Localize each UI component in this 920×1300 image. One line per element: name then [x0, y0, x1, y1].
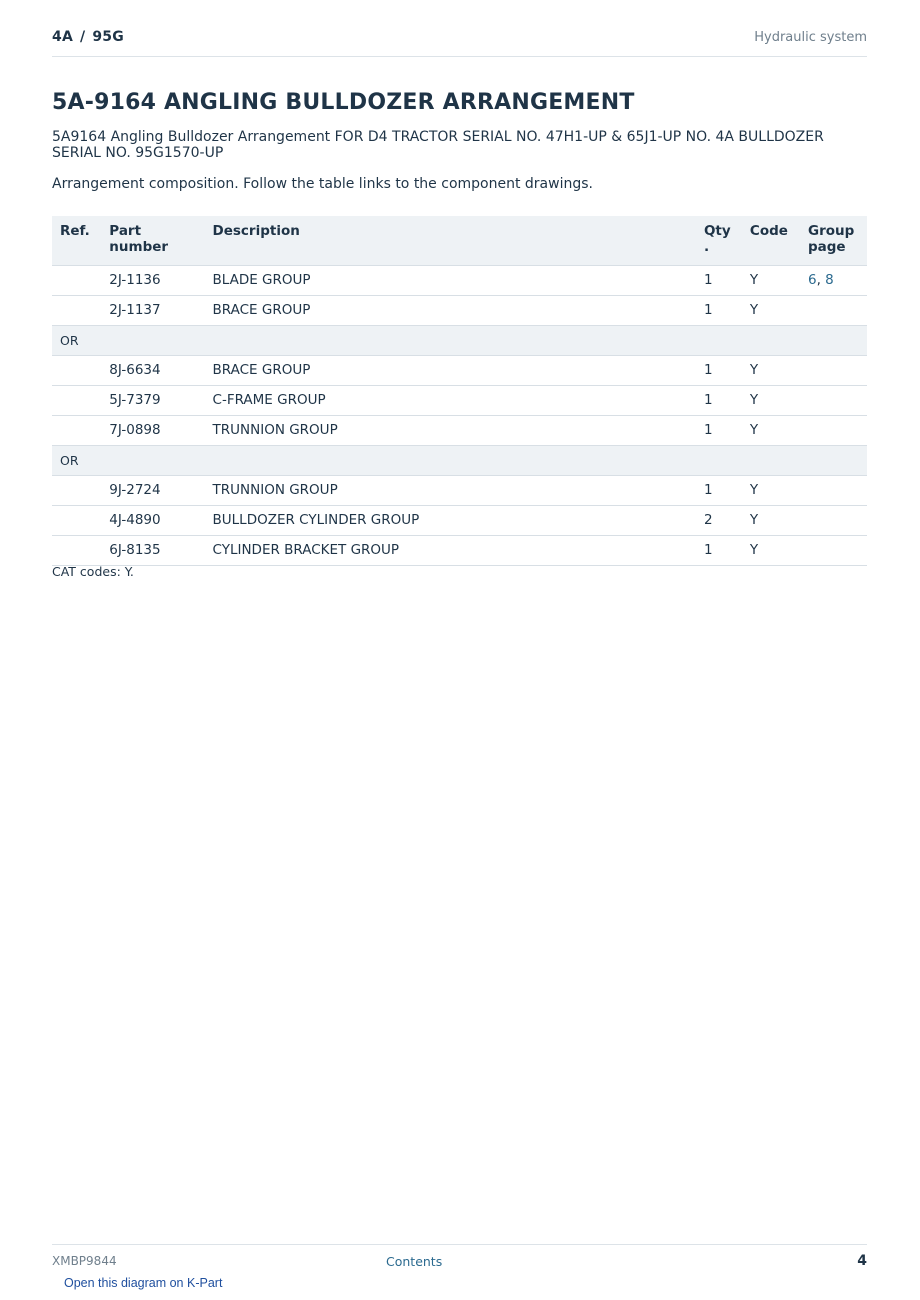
page-number: 4 — [857, 1253, 867, 1269]
cell-group-page — [800, 415, 867, 445]
cell-ref — [52, 355, 101, 385]
cell-group-page — [800, 475, 867, 505]
cell-description: CYLINDER BRACKET GROUP — [205, 535, 696, 565]
cell-part-number: 2J-1137 — [101, 295, 204, 325]
breadcrumb-arrangement: 4A — [52, 29, 73, 45]
parts-table-body — [52, 265, 867, 565]
breadcrumb-separator: / — [79, 29, 86, 45]
cat-codes-note: CAT codes: Y. — [52, 564, 134, 579]
document-id: XMBP9844 — [52, 1254, 117, 1268]
header-ref: Ref. — [52, 216, 101, 265]
group-page-link[interactable]: 6 — [807, 272, 817, 288]
cell-ref — [52, 475, 101, 505]
header-qty: Qty . — [696, 216, 742, 265]
header-group-page: Group page — [800, 216, 867, 265]
cell-ref — [52, 535, 101, 565]
cell-qty: 1 — [696, 265, 742, 295]
group-page-link[interactable]: 8 — [825, 272, 834, 288]
contents-link[interactable]: Contents — [386, 1254, 443, 1269]
cell-description: BRACE GROUP — [205, 295, 696, 325]
or-label: OR — [52, 445, 867, 475]
cell-part-number: 4J-4890 — [101, 505, 204, 535]
table-row — [52, 475, 867, 505]
table-row — [52, 415, 867, 445]
breadcrumb — [52, 29, 124, 45]
cell-ref — [52, 415, 101, 445]
header-description: Description — [205, 216, 696, 265]
table-header-row — [52, 216, 867, 265]
page-subtitle: 5A9164 Angling Bulldozer Arrangement FOR D4 TRACTOR SERIAL NO. 47H1-UP & 65J1-UP NO. 4A BULLDOZER SERIAL NO. 95G1570-UP — [52, 129, 824, 161]
cell-code: Y — [742, 415, 800, 445]
cell-description: BULLDOZER CYLINDER GROUP — [205, 505, 696, 535]
cell-code: Y — [742, 295, 800, 325]
cell-group-page — [800, 295, 867, 325]
parts-table — [52, 216, 867, 566]
page-header — [52, 28, 867, 57]
or-label: OR — [52, 325, 867, 355]
page-footer — [52, 1244, 867, 1275]
table-row — [52, 505, 867, 535]
cell-ref — [52, 505, 101, 535]
cell-qty: 1 — [696, 385, 742, 415]
header-part-number: Part number — [101, 216, 204, 265]
cell-qty: 1 — [696, 415, 742, 445]
page-title: 5A-9164 ANGLING BULLDOZER ARRANGEMENT — [52, 90, 635, 115]
cell-code: Y — [742, 385, 800, 415]
cell-code: Y — [742, 475, 800, 505]
cell-description: TRUNNION GROUP — [205, 415, 696, 445]
cell-code: Y — [742, 355, 800, 385]
section-name: Hydraulic system — [754, 30, 867, 45]
cell-ref — [52, 265, 101, 295]
cell-group-page — [800, 535, 867, 565]
cell-qty: 1 — [696, 295, 742, 325]
table-row — [52, 385, 867, 415]
cell-qty: 1 — [696, 355, 742, 385]
cell-description: TRUNNION GROUP — [205, 475, 696, 505]
cell-description: C-FRAME GROUP — [205, 385, 696, 415]
cell-qty: 2 — [696, 505, 742, 535]
cell-ref — [52, 295, 101, 325]
intro-text: Arrangement composition. Follow the table links to the component drawings. — [52, 176, 593, 192]
table-row — [52, 535, 867, 565]
cell-code: Y — [742, 535, 800, 565]
alternative-row — [52, 445, 867, 475]
cell-description: BRACE GROUP — [205, 355, 696, 385]
header-code: Code — [742, 216, 800, 265]
cell-part-number: 5J-7379 — [101, 385, 204, 415]
cell-part-number: 6J-8135 — [101, 535, 204, 565]
kpart-link[interactable]: Open this diagram on K-Part — [64, 1276, 223, 1290]
breadcrumb-serial: 95G — [92, 29, 124, 45]
cell-part-number: 8J-6634 — [101, 355, 204, 385]
cell-group-page — [800, 385, 867, 415]
cell-qty: 1 — [696, 475, 742, 505]
cell-ref — [52, 385, 101, 415]
cell-part-number: 7J-0898 — [101, 415, 204, 445]
cell-part-number: 9J-2724 — [101, 475, 204, 505]
table-row — [52, 295, 867, 325]
table-row — [52, 265, 867, 295]
cell-part-number[interactable]: 2J-1136 — [101, 265, 204, 295]
cell-code: Y — [742, 505, 800, 535]
cell-code: Y — [742, 265, 800, 295]
table-row — [52, 355, 867, 385]
alternative-row — [52, 325, 867, 355]
cell-group-page — [800, 505, 867, 535]
cell-group-page — [800, 355, 867, 385]
cell-description: BLADE GROUP — [205, 265, 696, 295]
cell-group-page: 6, 8 — [800, 265, 867, 295]
cell-qty: 1 — [696, 535, 742, 565]
